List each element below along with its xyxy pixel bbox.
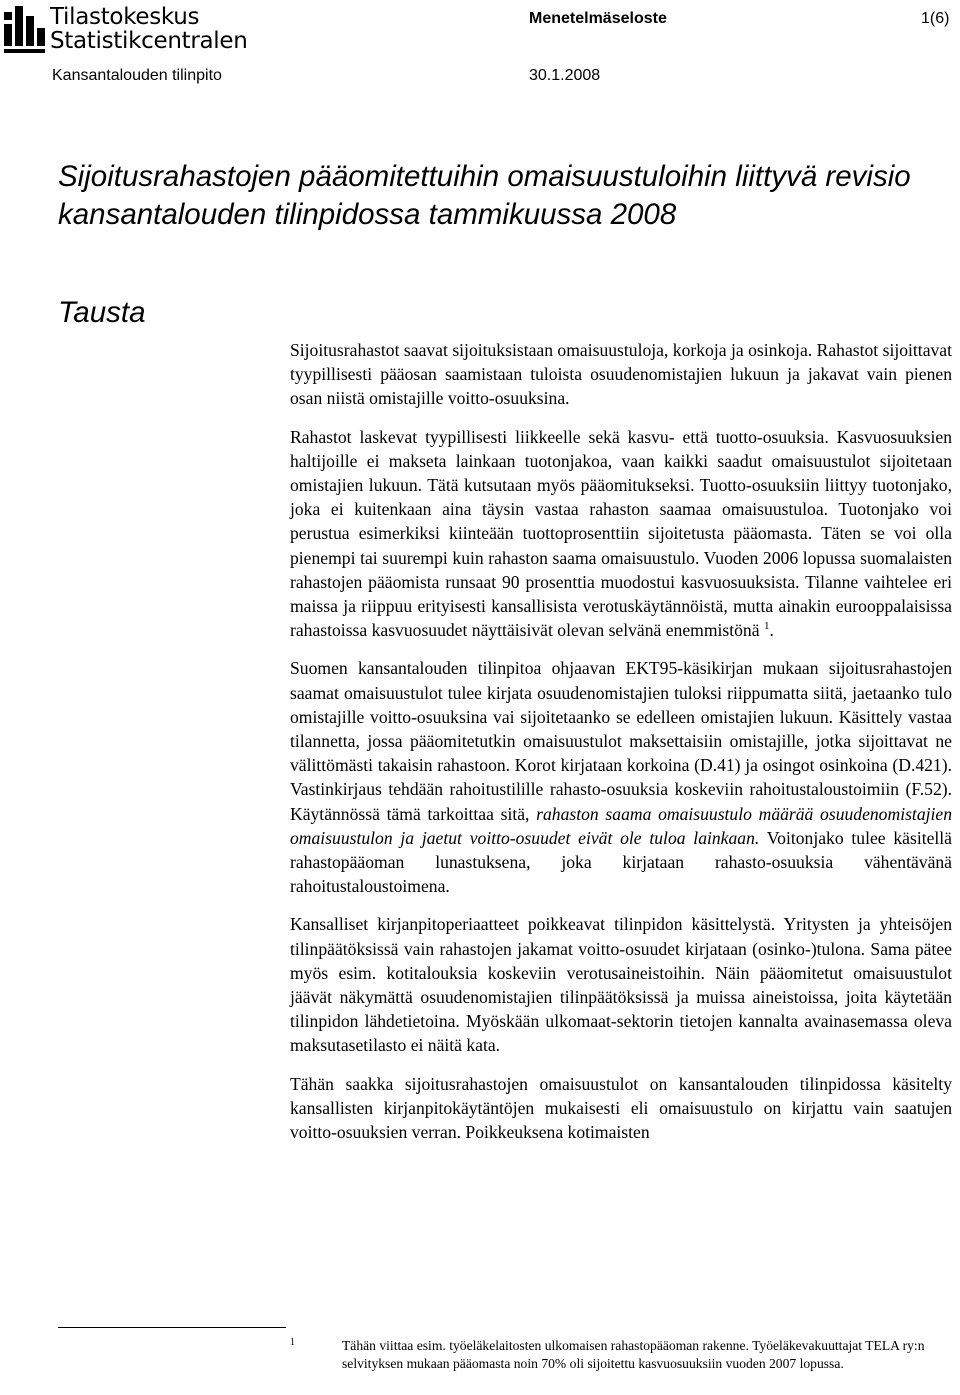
document-title: Sijoitusrahastojen pääomitettuihin omaisuustuloihin liittyvä revisio kansantalouden tilinpidossa tammikuussa 2008 bbox=[58, 160, 911, 231]
paragraph-1: Sijoitusrahastot saavat sijoituksistaan omaisuustuloja, korkoja ja osinkoja. Rahastot sijoittavat tyypillisesti pääosan saamistaan tuloista osuudenomistajien lukuun ja jakavat vain pienen osan niistä omistajille voitto-osuuksina. bbox=[290, 340, 952, 409]
section-heading: Tausta bbox=[58, 296, 146, 329]
footnote-text bbox=[290, 1337, 950, 1373]
document-date: 30.1.2008 bbox=[529, 67, 601, 84]
footnote-body: Tähän viittaa esim. työeläkelaitosten ulkomaisen rahastopääoman rakenne. Työeläkevakuuttajat TELA ry:n selvityksen mukaan pääomasta noin 70% oli sijoitettu kasvuosuuksiin vuoden 2007 lopussa. bbox=[342, 1338, 925, 1371]
paragraph-3-text-b: Voitonjako tulee käsitellä rahastopääoman lunastuksena, joka kirjataan rahasto-osuuksia vähentävänä rahoitustaloustoimena. bbox=[290, 827, 952, 897]
footnote-divider bbox=[58, 1327, 286, 1328]
paragraph-4: Kansalliset kirjanpitoperiaatteet poikkeavat tilinpidon käsittelystä. Yritysten ja yhteisöjen tilinpäätöksissä vain rahastojen jakamat voitto-osuudet kirjataan (osinko-)tulona. Sama pätee myös esim. kotitalouksia koskeviin verotusaineistoihin. Näin pääomitetut omaisuustulot jäävät näkymättä osuudenomistajien tilinpäätöksissä ja muissa aineistoissa, joita käytetään tilinpidon lähdetietoina. Myöskään ulkomaat-sektorin tietojen kannalta avainasemassa oleva maksutasetilasto ei näitä kata. bbox=[290, 914, 952, 1056]
footnote bbox=[290, 1337, 950, 1373]
paragraph-5: Tähän saakka sijoitusrahastojen omaisuustulot on kansantalouden tilinpidossa käsitelty kansallisten kirjanpitokäytäntöjen mukaisesti eli omaisuustulo on kirjattu vain saatujen voitto-osuuksien verran. Poikkeuksena kotimaisten bbox=[290, 1073, 952, 1143]
paragraph-3-emphasis: rahaston saama omaisuustulo määrää osuudenomistajien omaisuustulon ja jaetut voitto-osuudet eivät ole tuloa lainkaan. bbox=[290, 803, 952, 848]
footnote-reference[interactable]: 1 bbox=[763, 620, 770, 633]
paragraph-2 bbox=[290, 425, 952, 643]
page-number: 1(6) bbox=[921, 10, 950, 27]
paragraph-3 bbox=[290, 656, 952, 898]
logo-text-line2: Statistikcentralen bbox=[50, 28, 248, 54]
paragraph-2-text: Rahastot laskevat tyypillisesti liikkeelle sekä kasvu- että tuotto-osuuksia. Kasvuosuuksien haltijoille ei makseta lainkaan tuotonjakoa, vaan kaikki saadut omaisuustulot sijoitetaan omistajien lukuun. Tätä kutsutaan myös pääomitukseksi. Tuotto-osuuksiin liittyy tuotonjako, joka ei kuitenkaan aina täysin vastaa rahaston saamaa omaisuustuloa. Tuotonjako voi perustua esimerkiksi kiinteään tuottoprosenttiin sijoitetusta pääomasta. Täten se voi olla pienempi tai suurempi kuin rahaston saama omaisuustulo. Vuoden 2006 lopussa suomalaisten rahastojen pääomista runsaat 90 prosenttia muodostui kasvuosuuksista. Tilanne vaihtelee eri maissa ja riippuu erityisesti kansallisista verotuskäytännöistä, mutta ainakin eurooppalaisissa rahastoissa kasvuosuudet näyttäisivät olevan selvänä enemmistönä bbox=[290, 426, 952, 641]
department: Kansantalouden tilinpito bbox=[52, 67, 222, 84]
document-type: Menetelmäseloste bbox=[529, 10, 667, 27]
paragraph-2-end: . bbox=[769, 620, 774, 641]
footnote-mark: 1 bbox=[290, 1337, 295, 1348]
paragraph-3-text-a: Suomen kansantalouden tilinpitoa ohjaavan EKT95-käsikirjan mukaan sijoitusrahastojen saamat omaisuustulot tulee kirjata osuudenomistajien tuloksi riippumatta siitä, jaetaanko tulo omistajille voitto-osuuksina vai sijoitetaanko se edelleen omistajien lukuun. Käsittely vastaa tilannetta, jossa pääomitetutkin omaisuustulot maksettaisiin omistajille, jotka sijoittavat ne välittömästi takaisin rahastoon. Korot kirjataan korkoina (D.41) ja osingot osinkoina (D.421). Vastinkirjaus tehdään rahoitustilille rahasto-osuuksia koskeviin rahoitustaloustoimiin (F.52). Käytännössä tämä tarkoittaa sitä, bbox=[290, 658, 952, 824]
logo-text-line1: Tilastokeskus bbox=[50, 4, 200, 30]
logo-bars-icon bbox=[4, 6, 46, 54]
statistics-finland-logo bbox=[4, 4, 254, 56]
body-text bbox=[290, 338, 952, 1158]
